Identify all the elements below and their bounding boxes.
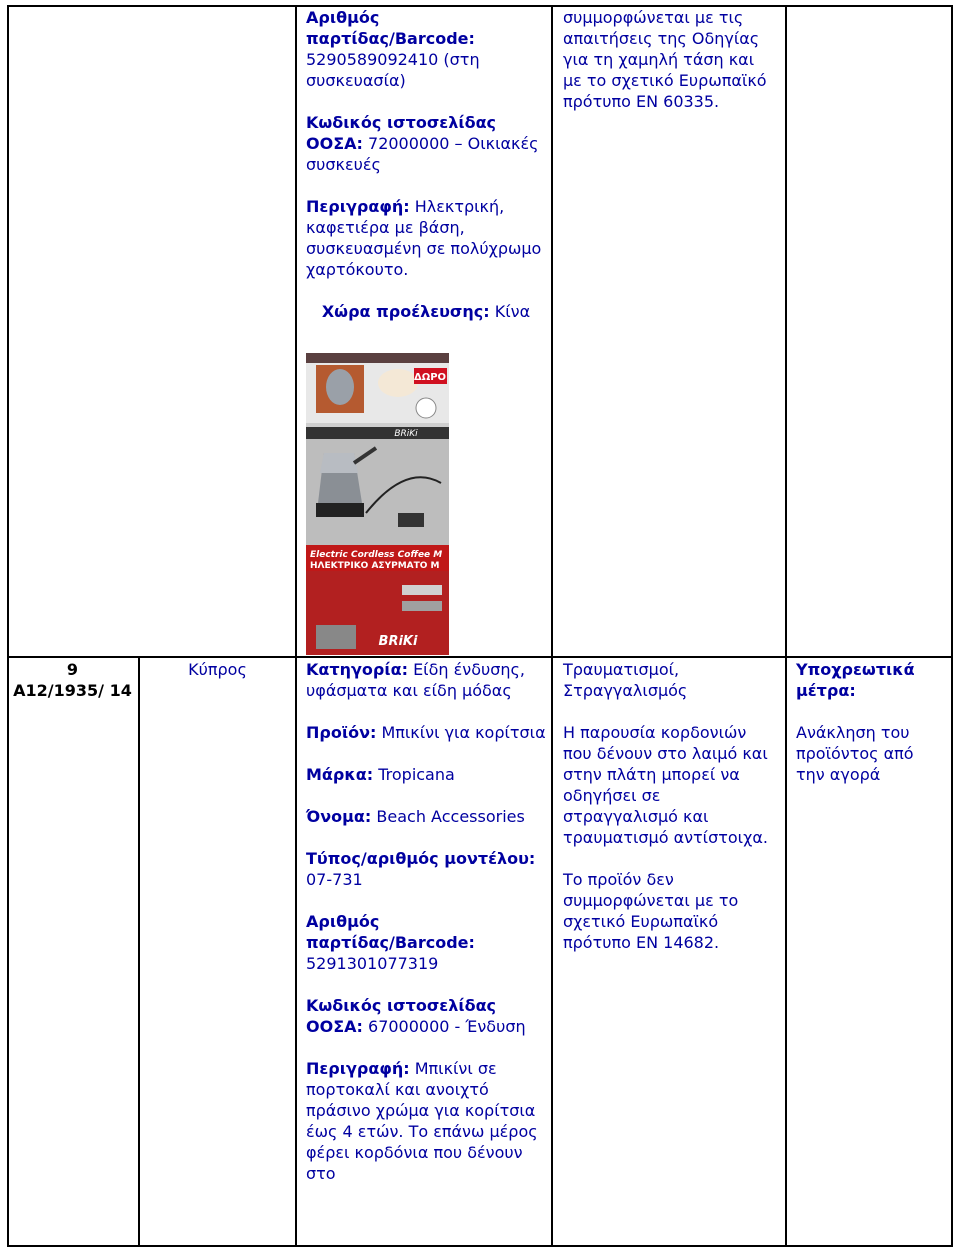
- row-risk-cell: [563, 659, 778, 953]
- grid-line-right: [951, 5, 953, 1247]
- origin-label: Χώρα προέλευσης:: [321, 302, 490, 321]
- upper-risk-text: συμμορφώνεται με τις απαιτήσεις της Οδηγίας για τη χαμηλή τάση και με το σχετικό Ευρωπαϊκό πρότυπο ΕΝ 60335.: [563, 8, 767, 111]
- risk-title: Τραυματισμοί, Στραγγαλισμός: [563, 660, 688, 700]
- row-desc-value: Μπικίνι σε πορτοκαλί και ανοιχτό πράσινο χρώμα για κορίτσια έως 4 ετών. Το επάνω μέρος φέρει κορδόνια που δένουν στο: [306, 1059, 538, 1183]
- risk-text-2: Το προϊόν δεν συμμορφώνεται με το σχετικό Ευρωπαϊκό πρότυπο ΕΝ 14682.: [563, 870, 739, 952]
- row-batch-label: Αριθμός παρτίδας/Barcode:: [306, 912, 475, 952]
- product-photo: [306, 353, 449, 655]
- photo-banner-gr: ΗΛΕΚΤΡΙΚΟ ΑΣΥΡΜΑΤΟ Μ: [310, 561, 440, 571]
- name-label: Όνομα:: [306, 807, 372, 826]
- row-ref: A12/1935/ 14: [13, 681, 132, 700]
- measures-label: Υποχρεωτικά μέτρα:: [796, 660, 915, 700]
- batch-label: Αριθμός παρτίδας/Barcode:: [306, 8, 475, 48]
- coffee-maker-box-image: [306, 353, 449, 655]
- model-label: Τύπος/αριθμός μοντέλου:: [306, 849, 536, 868]
- photo-brand-bottom: BRiKi: [378, 634, 418, 649]
- row-number: [9, 659, 136, 701]
- product-block: [306, 722, 546, 743]
- desc-value: Ηλεκτρική, καφετιέρα με βάση, συσκευασμένη σε πολύχρωμο χαρτόκουτο.: [306, 197, 542, 279]
- row-batch-value: 5291301077319: [306, 954, 439, 973]
- product-label: Προϊόν:: [306, 723, 377, 742]
- model-value: 07-731: [306, 870, 363, 889]
- brand-label: Μάρκα:: [306, 765, 374, 784]
- photo-banner-en: Electric Cordless Coffee M: [310, 550, 443, 560]
- row-product-cell: [306, 659, 546, 1184]
- upper-origin-block: [306, 301, 546, 322]
- grid-line-1: [138, 657, 140, 1247]
- upper-product-cell: [306, 7, 546, 322]
- row-desc-label: Περιγραφή:: [306, 1059, 410, 1078]
- row-code-value: 67000000 - Ένδυση: [368, 1017, 526, 1036]
- row-code-block: [306, 995, 546, 1037]
- name-block: [306, 806, 546, 827]
- category-block: [306, 659, 546, 701]
- grid-line-4: [785, 5, 787, 1247]
- brand-block: [306, 764, 546, 785]
- grid-line-row-divider: [7, 656, 953, 658]
- risk-text: Η παρουσία κορδονιών που δένουν στο λαιμό και στην πλάτη μπορεί να οδηγήσει σε στραγγαλισμό και τραυματισμό αντίστοιχα.: [563, 723, 768, 847]
- row-country: Κύπρος: [188, 660, 247, 679]
- origin-value: Κίνα: [494, 302, 531, 321]
- grid-line-bottom: [7, 1245, 953, 1247]
- grid-line-3: [551, 5, 553, 1247]
- measures-value: Ανάκληση του προϊόντος από την αγορά: [796, 723, 914, 784]
- desc-label: Περιγραφή:: [306, 197, 410, 216]
- grid-line-left: [7, 5, 9, 1247]
- upper-desc-block: [306, 196, 546, 280]
- photo-gift-text: ΔΩΡΟ: [413, 372, 447, 383]
- photo-brand-top: BRiKi: [394, 429, 418, 439]
- code-label: Κωδικός ιστοσελίδας ΟΟΣΑ:: [306, 113, 497, 153]
- name-value: Beach Accessories: [376, 807, 525, 826]
- row-measures-cell: [796, 659, 946, 785]
- category-value: Είδη ένδυσης, υφάσματα και είδη μόδας: [306, 660, 525, 700]
- brand-value: Tropicana: [378, 765, 455, 784]
- batch-value: 5290589092410 (στη συσκευασία): [306, 50, 480, 90]
- grid-line-2: [295, 5, 297, 1247]
- model-block: [306, 848, 546, 890]
- row-batch-block: [306, 911, 546, 974]
- row-desc-block: [306, 1058, 546, 1184]
- upper-code-block: [306, 112, 546, 175]
- upper-batch-block: [306, 7, 546, 91]
- code-value: 72000000 – Οικιακές συσκευές: [306, 134, 539, 174]
- row-number-value: 9: [66, 660, 79, 679]
- category-label: Κατηγορία:: [306, 660, 408, 679]
- row-code-label: Κωδικός ιστοσελίδας ΟΟΣΑ:: [306, 996, 497, 1036]
- product-value: Μπικίνι για κορίτσια: [381, 723, 546, 742]
